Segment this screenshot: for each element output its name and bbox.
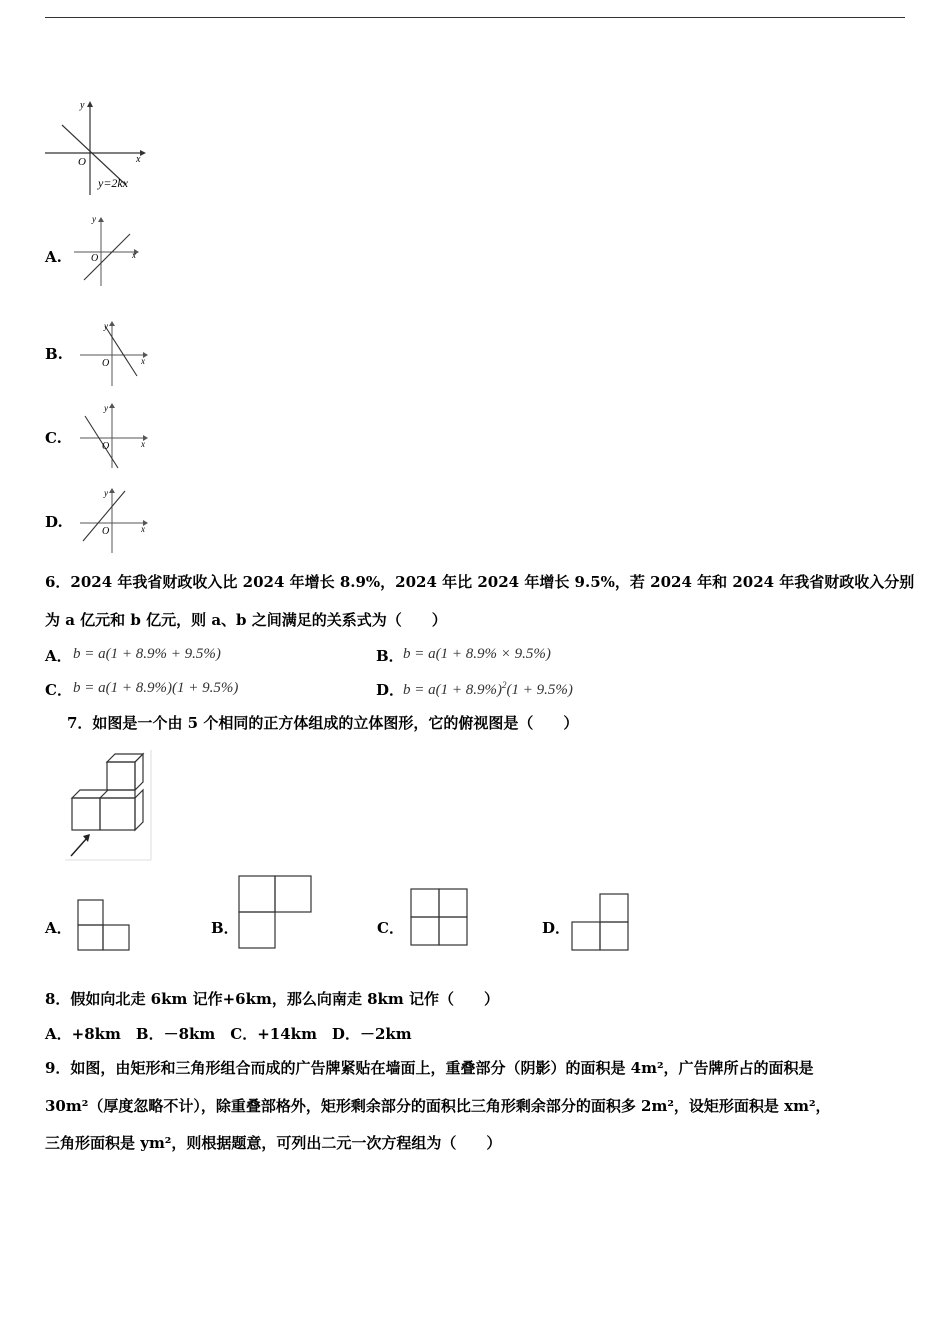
q6-d-formula-pre: b = a(1 + 8.9%) <box>403 682 502 698</box>
q6-option-d-formula <box>403 680 573 699</box>
q6-d-formula-post: (1 + 9.5%) <box>506 682 573 698</box>
q7-3d-cube-figure <box>65 750 155 862</box>
q5-option-a-graph[interactable] <box>70 212 145 290</box>
main-graph-y-2kx <box>40 95 155 200</box>
q5-a-origin-label: O <box>91 253 99 264</box>
q5-option-c-letter[interactable]: C. <box>45 429 62 447</box>
q5-b-x-label: x <box>141 356 145 366</box>
q5-d-x-label: x <box>141 524 145 534</box>
q6-d-formula-exponent: 2 <box>501 680 507 690</box>
q7-option-b-view[interactable] <box>235 872 317 952</box>
q5-c-origin-label: O <box>102 441 110 452</box>
q5-c-y-label: y <box>104 403 108 413</box>
q5-d-origin-label: O <box>102 526 110 537</box>
q5-b-origin-label: O <box>102 358 110 369</box>
q8-stem: 8．假如向北走 6km 记作+6km，那么向南走 8km 记作（ ） <box>45 990 500 1008</box>
q7-option-b-letter[interactable]: B． <box>211 919 239 937</box>
q6-stem-line1: 6．2024 年我省财政收入比 2024 年增长 8.9%，2024 年比 2024 年增长 9.5%，若 2024 年和 2024 年我省财政收入分别 <box>45 573 915 591</box>
q5-c-x-label: x <box>141 439 145 449</box>
q6-stem-line2: 为 a 亿元和 b 亿元，则 a、b 之间满足的关系式为（ ） <box>45 611 447 629</box>
q7-option-d-view[interactable] <box>568 890 634 954</box>
q5-option-d-letter[interactable]: D. <box>45 513 63 531</box>
main-graph-line-label: y=2kx <box>98 176 129 190</box>
q7-option-c-view[interactable] <box>405 884 475 950</box>
q5-option-c-graph[interactable] <box>75 400 153 472</box>
header-rule <box>45 17 905 18</box>
q5-option-a-letter[interactable]: A. <box>45 248 62 266</box>
q5-option-b-letter[interactable]: B. <box>45 345 63 363</box>
q7-option-a-view[interactable] <box>74 896 134 954</box>
main-graph-y-label: y <box>80 100 85 111</box>
q7-option-d-letter[interactable]: D． <box>542 919 571 937</box>
q6-option-d-letter[interactable]: D． <box>376 681 405 699</box>
q5-a-y-label: y <box>92 214 96 224</box>
q6-option-a-letter[interactable]: A． <box>45 647 72 665</box>
q6-option-c-formula: b = a(1 + 8.9%)(1 + 9.5%) <box>73 680 239 696</box>
q5-a-x-label: x <box>132 250 136 260</box>
main-graph-origin-label: O <box>78 156 86 168</box>
q9-stem-line3: 三角形面积是 ym²，则根据题意，可列出二元一次方程组为（ ） <box>45 1134 502 1152</box>
q5-d-y-label: y <box>104 488 108 498</box>
main-graph-x-label: x <box>136 154 141 165</box>
q6-option-c-letter[interactable]: C． <box>45 681 72 699</box>
q6-option-a-formula: b = a(1 + 8.9% + 9.5%) <box>73 646 221 662</box>
q7-stem: 7．如图是一个由 5 个相同的正方体组成的立体图形，它的俯视图是（ ） <box>67 714 579 732</box>
q5-option-b-graph[interactable] <box>75 318 153 390</box>
q5-b-y-label: y <box>104 321 108 331</box>
q6-option-b-letter[interactable]: B． <box>376 647 404 665</box>
q7-option-c-letter[interactable]: C． <box>377 919 404 937</box>
q6-option-b-formula: b = a(1 + 8.9% × 9.5%) <box>403 646 551 662</box>
q9-stem-line1: 9．如图，由矩形和三角形组合而成的广告牌紧贴在墙面上，重叠部分（阴影）的面积是 4m²，广告牌所占的面积是 <box>45 1059 814 1077</box>
q7-option-a-letter[interactable]: A． <box>45 919 72 937</box>
q5-option-d-graph[interactable] <box>75 485 153 557</box>
q8-options[interactable]: A．+8km B．－8km C．+14km D．－2km <box>45 1025 412 1043</box>
q9-stem-line2: 30m²（厚度忽略不计），除重叠部格外，矩形剩余部分的面积比三角形剩余部分的面积多 2m²，设矩形面积是 xm²， <box>45 1097 831 1115</box>
